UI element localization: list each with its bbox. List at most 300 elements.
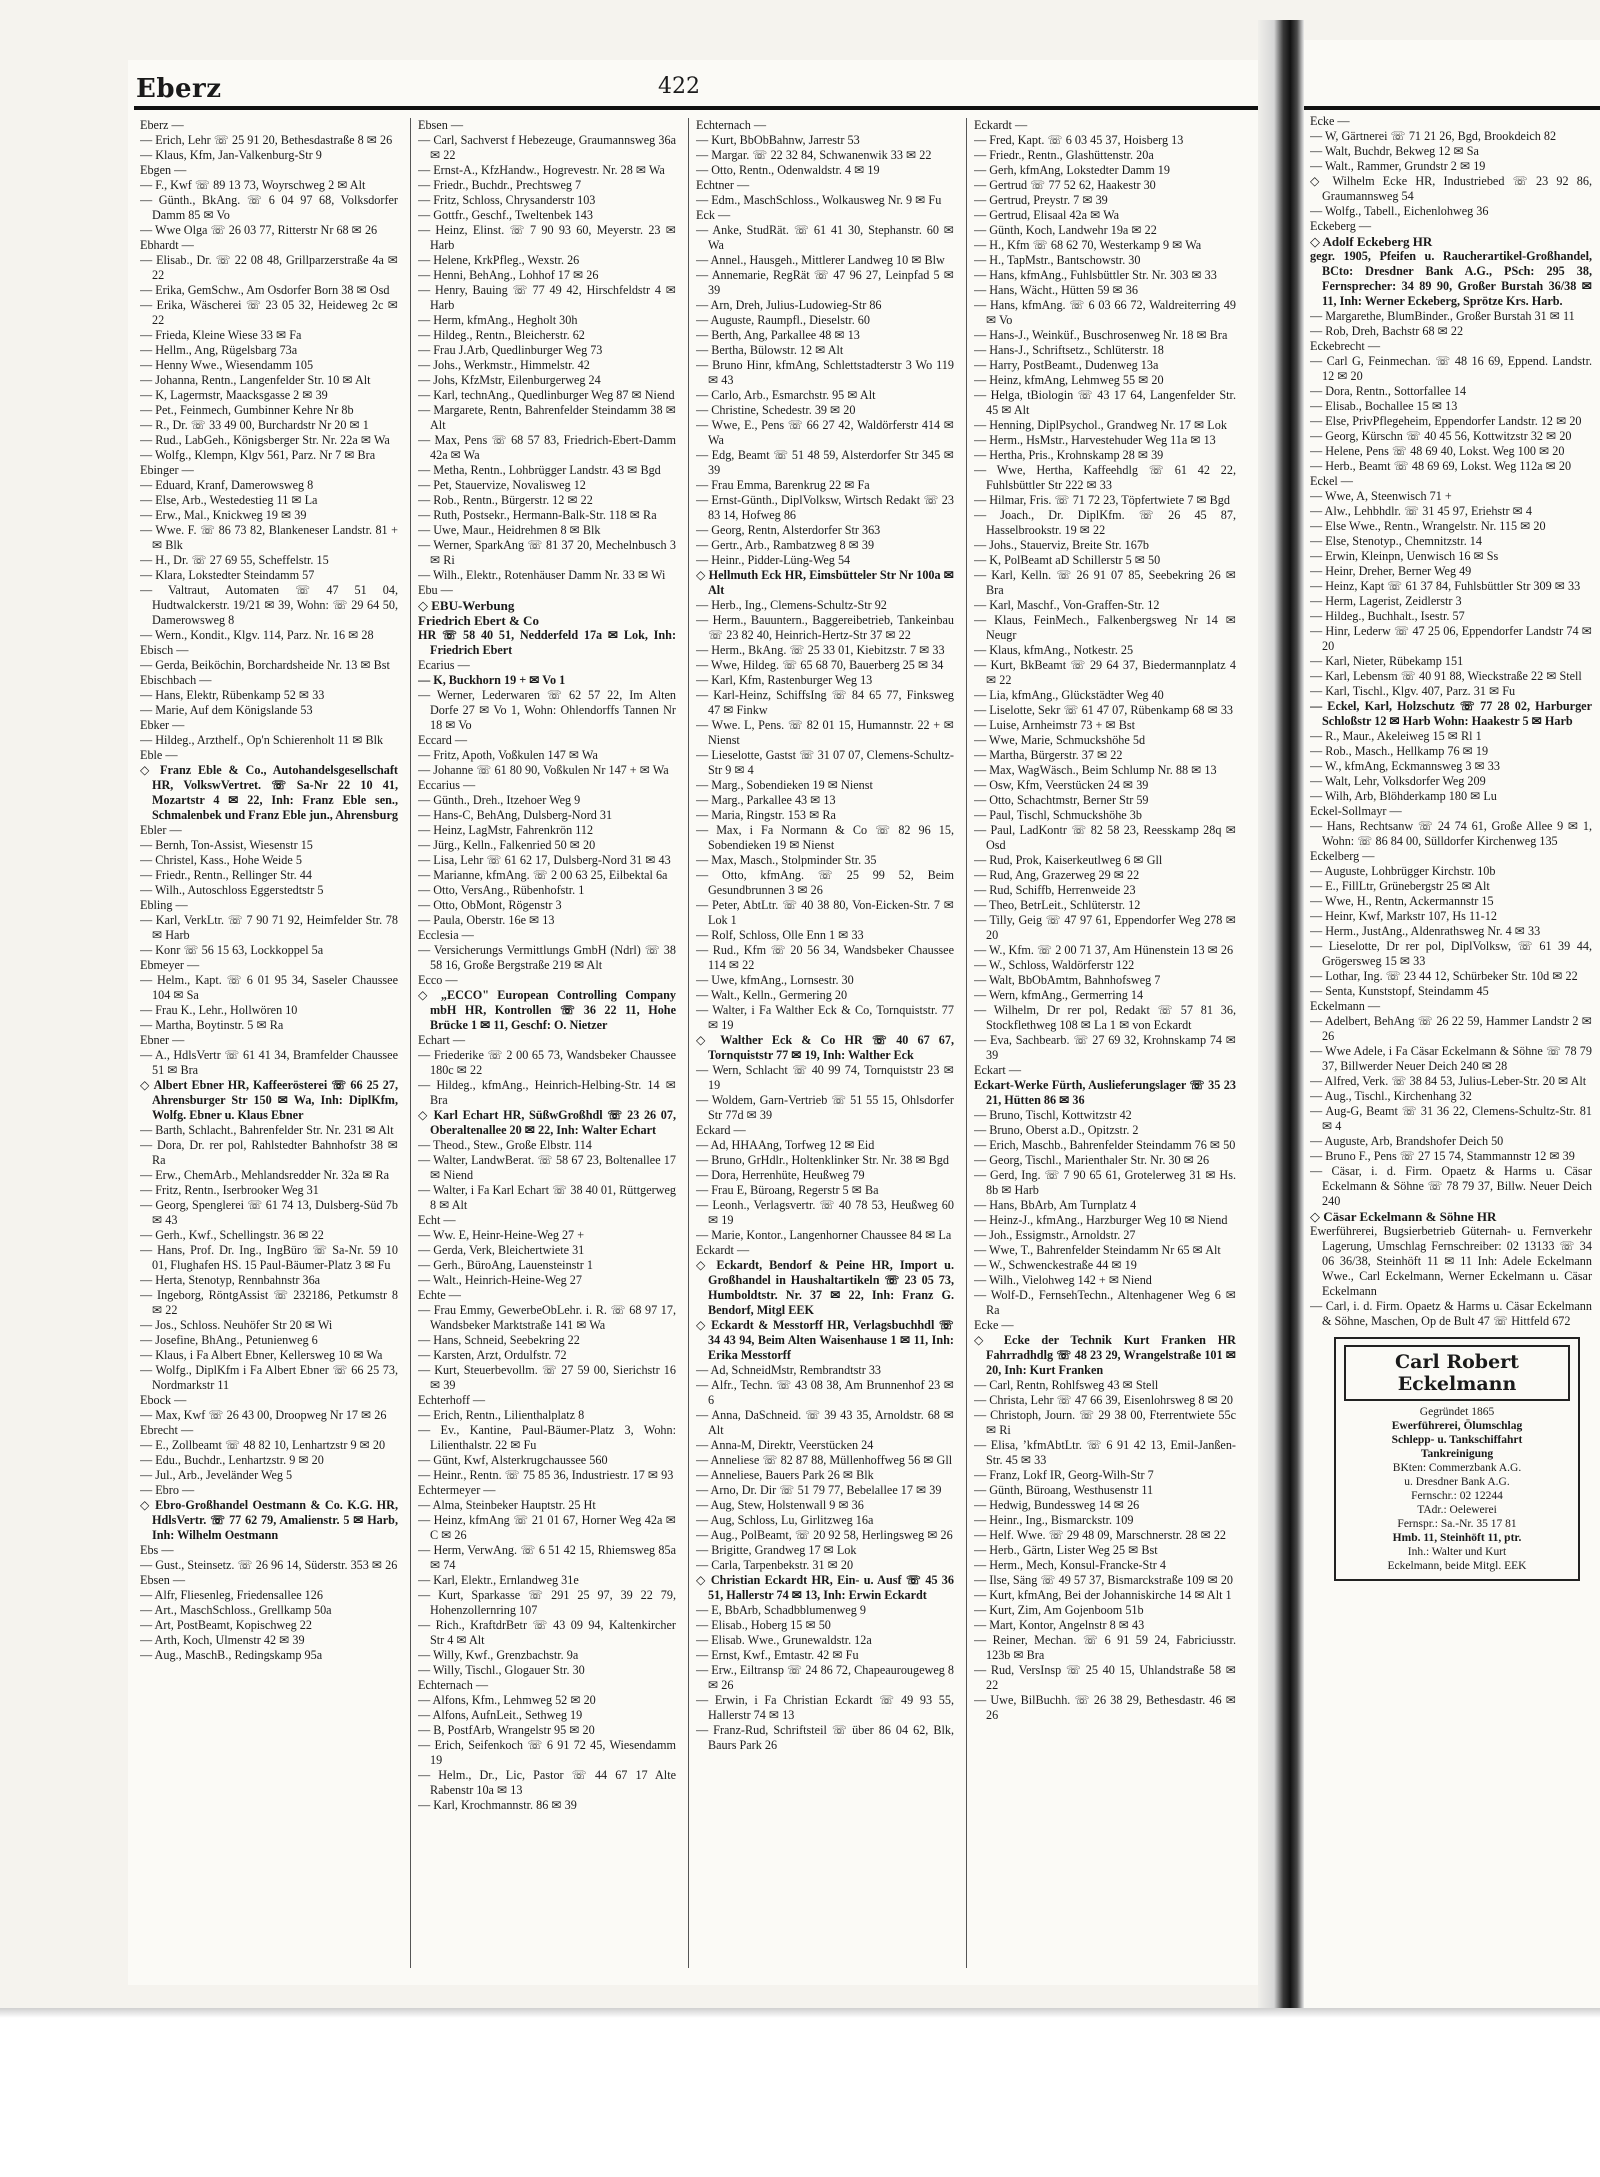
directory-entry: — Auguste, Raumpfl., Dieselstr. 60 — [696, 313, 870, 327]
directory-entry: — Ingeborg, RöntgAssist ☏ 232186, Petkumstr 8 ✉ 22 — [140, 1288, 398, 1317]
advertisement-title: Carl Robert Eckelmann — [1344, 1345, 1570, 1401]
directory-entry: — Anna, DaSchneid. ☏ 39 43 35, Arnoldstr. 68 ✉ Alt — [696, 1408, 954, 1437]
directory-entry: — Peter, AbtLtr. ☏ 40 38 80, Von-Eicken-Str. 7 ✉ Lok 1 — [696, 898, 954, 927]
directory-entry: — Edu., Buchdr., Lenhartzstr. 9 ✉ 20 — [140, 1453, 324, 1467]
directory-entry: — Gerda, Verk, Bleichertwiete 31 — [418, 1243, 585, 1257]
directory-entry: — Walt, Buchdr, Bekweg 12 ✉ Sa — [1310, 144, 1479, 158]
directory-entry: — Heinr., Ing., Bismarckstr. 109 — [974, 1513, 1134, 1527]
directory-entry: Ebisch — — [140, 643, 189, 657]
directory-entry: — Else, PrivPflegeheim, Eppendorfer Landstr. 12 ✉ 20 — [1310, 414, 1582, 428]
directory-entry: — Lisa, Lehr ☏ 61 62 17, Dulsberg-Nord 31 ✉ 43 — [418, 853, 671, 867]
directory-entry: — K, PolBeamt aD Schillerstr 5 ✉ 50 — [974, 553, 1161, 567]
directory-entry: — Willy, Tischl., Glogauer Str. 30 — [418, 1663, 585, 1677]
directory-entry: — Otto, Rentn., Odenwaldstr. 4 ✉ 19 — [696, 163, 880, 177]
directory-entry: — W., Schloss, Waldörferstr 122 — [974, 958, 1135, 972]
directory-entry: — Aug., Tischl., Kirchenhang 32 — [1310, 1089, 1472, 1103]
directory-entry: — Gerda, Beiköchin, Borchardsheide Nr. 13 ✉ Bst — [140, 658, 390, 672]
directory-entry: — Frau J.Arb, Quedlinburger Weg 73 — [418, 343, 603, 357]
advertisement-box — [1334, 1337, 1580, 1581]
directory-entry: — Elisab., Hoberg 15 ✉ 50 — [696, 1618, 831, 1632]
directory-entry: — Edg, Beamt ☏ 51 48 59, Alsterdorfer Str 345 ✉ 39 — [696, 448, 954, 477]
directory-entry: — Hans, Wächt., Hütten 59 ✉ 36 — [974, 283, 1138, 297]
right-page-fragment — [1304, 40, 1600, 2015]
directory-entry: — Erika, GemSchw., Am Osdorfer Born 38 ✉ Osd — [140, 283, 390, 297]
directory-entry: — Heinz, kfmAng ☏ 21 01 67, Horner Weg 42a ✉ C ✉ 26 — [418, 1513, 676, 1542]
directory-entry: — Konr ☏ 56 15 63, Lockkoppel 5a — [140, 943, 324, 957]
directory-entry: — Friedr., Rentn., Rellinger Str. 44 — [140, 868, 312, 882]
directory-entry: — Günth, Büroang, Westhusenstr 11 — [974, 1483, 1154, 1497]
directory-entry: Eccarius — — [418, 778, 476, 792]
directory-entry: ◇ Walther Eck & Co HR ☏ 40 67 67, Tornquiststr 77 ✉ 19, Inh: Walther Eck — [696, 1033, 954, 1062]
directory-entry: ◇ Wilhelm Ecke HR, Industriebed ☏ 23 92 86, Graumannsweg 54 — [1310, 174, 1592, 203]
directory-entry: — Karl-Heinz, SchiffsIng ☏ 84 65 77, Finksweg 47 ✉ Finkw — [696, 688, 954, 717]
directory-entry: ◇ „ECCO" European Controlling Company mbH HR, Kontrollen ☏ 36 22 11, Hohe Brücke 1 ✉ 11, Geschf: O. Nietzer — [418, 988, 676, 1032]
directory-entry: — Max, Masch., Stolpminder Str. 35 — [696, 853, 877, 867]
advertisement-line: Fernschr.: 02 12244 — [1411, 1490, 1503, 1502]
directory-entry: — Wwe Olga ☏ 26 03 77, Ritterstr Nr 68 ✉ 26 — [140, 223, 378, 237]
directory-entry: — Martha, Boytinstr. 5 ✉ Ra — [140, 1018, 284, 1032]
directory-entry: Ecke — — [974, 1318, 1014, 1332]
directory-entry: — Erw., Mal., Knickweg 19 ✉ 39 — [140, 508, 307, 522]
directory-entry: — Walt., Rammer, Grundstr 2 ✉ 19 — [1310, 159, 1486, 173]
directory-entry: — Alma, Steinbeker Hauptstr. 25 Ht — [418, 1498, 596, 1512]
directory-entry: Echterhoff — — [418, 1393, 486, 1407]
directory-entry: — Annel., Hausgeh., Mittlerer Landweg 10 ✉ Blw — [696, 253, 945, 267]
directory-entry: — H., TapMstr., Bantschowstr. 30 — [974, 253, 1141, 267]
directory-entry: — Hans, Rechtsanw ☏ 24 74 61, Große Allee 9 ✉ 1, Wohn: ☏ 86 84 00, Sülldorfer Kirchenweg 135 — [1310, 819, 1592, 848]
directory-entry: Ebrecht — — [140, 1423, 194, 1437]
directory-entry: — Klara, Lokstedter Steindamm 57 — [140, 568, 315, 582]
directory-entry: — Wilh., Vielohweg 142 + ✉ Niend — [974, 1273, 1152, 1287]
directory-entry: — E., FillLtr, Grünebergstr 25 ✉ Alt — [1310, 879, 1490, 893]
directory-entry: — Aug, Stew, Holstenwall 9 ✉ 36 — [696, 1498, 864, 1512]
directory-entry: — Wolfg., Klempn, Klgv 561, Parz. Nr 7 ✉ Bra — [140, 448, 376, 462]
directory-entry: — Wilh, Arb, Blöhderkamp 180 ✉ Lu — [1310, 789, 1497, 803]
directory-entry: — Erich, Lehr ☏ 25 91 20, Bethesdastraße 8 ✉ 26 — [140, 133, 393, 147]
directory-entry: — Gertrud, Preystr. 7 ✉ 39 — [974, 193, 1108, 207]
directory-entry: — Helm., Kapt. ☏ 6 01 95 34, Saseler Chaussee 104 ✉ Sa — [140, 973, 398, 1002]
advertisement-line: Hmb. 11, Steinhöft 11, ptr. — [1392, 1532, 1522, 1544]
directory-entry: — Maria, Ringstr. 153 ✉ Ra — [696, 808, 836, 822]
directory-entry: — Elisab., Dr. ☏ 22 08 48, Grillparzerstraße 4a ✉ 22 — [140, 253, 398, 282]
directory-entry: — Bruno, Tischl, Kottwitzstr 42 — [974, 1108, 1132, 1122]
directory-entry: — Friedr., Buchdr., Prechtsweg 7 — [418, 178, 582, 192]
directory-entry: — Gertrud ☏ 77 52 62, Haakestr 30 — [974, 178, 1156, 192]
directory-entry: — Johs, KfzMstr, Eilenburgerweg 24 — [418, 373, 601, 387]
directory-entry: — Günth., Dreh., Itzehoer Weg 9 — [418, 793, 581, 807]
directory-entry: HR ☏ 58 40 51, Nedderfeld 17a ✉ Lok, Inh: Friedrich Ebert — [418, 628, 676, 657]
directory-entry: — Heinz-J., kfmAng., Harzburger Weg 10 ✉ Niend — [974, 1213, 1228, 1227]
directory-entry: — K, Buckhorn 19 + ✉ Vo 1 — [418, 673, 566, 687]
directory-entry: — Elisab., Bochallee 15 ✉ 13 — [1310, 399, 1458, 413]
directory-entry: — Günth., BkAng. ☏ 6 04 97 68, Volksdorfer Damm 85 ✉ Vo — [140, 193, 398, 222]
directory-entry: — Georg, Tischl., Marienthaler Str. Nr. 30 ✉ 26 — [974, 1153, 1210, 1167]
directory-entry: — Gertrud, Elisaal 42a ✉ Wa — [974, 208, 1120, 222]
directory-entry: — Kurt, Zim, Am Gojenboom 51b — [974, 1603, 1144, 1617]
directory-entry: Eckardt — — [696, 1243, 750, 1257]
directory-entry: — Johs., Werkmstr., Himmelstr. 42 — [418, 358, 590, 372]
directory-entry: — Herm., HsMstr., Harvestehuder Weg 11a ✉ 13 — [974, 433, 1216, 447]
directory-entry: — Martha, Bürgerstr. 37 ✉ 22 — [974, 748, 1123, 762]
directory-entry: — Theo, BetrLeit., Schlüterstr. 12 — [974, 898, 1141, 912]
directory-entry: — Erika, Wäscherei ☏ 23 05 32, Heideweg 2c ✉ 22 — [140, 298, 398, 327]
directory-entry: Eckart-Werke Fürth, Auslieferungslager ☏ 35 23 21, Hütten 86 ✉ 36 — [974, 1078, 1236, 1107]
directory-entry: — Wolfg., DiplKfm i Fa Albert Ebner ☏ 66 25 73, Nordmarkstr 11 — [140, 1363, 398, 1392]
directory-entry: — Günth, Koch, Landwehr 19a ✉ 22 — [974, 223, 1157, 237]
directory-entry: — Osw, Kfm, Veerstücken 24 ✉ 39 — [974, 778, 1149, 792]
directory-entry: — Metha, Rentn., Lohbrügger Landstr. 43 ✉ Bgd — [418, 463, 661, 477]
directory-entry: — Max, WagWäsch., Beim Schlump Nr. 88 ✉ 13 — [974, 763, 1217, 777]
directory-entry: — H., Kfm ☏ 68 62 70, Westerkamp 9 ✉ Wa — [974, 238, 1202, 252]
advertisement-line: Schlepp- u. Tankschiffahrt — [1391, 1434, 1523, 1446]
directory-entry: — Dora, Herrenhüte, Heußweg 79 — [696, 1168, 865, 1182]
directory-entry: — Franz, Lokf IR, Georg-Wilh-Str 7 — [974, 1468, 1154, 1482]
directory-entry: — Pet., Feinmech, Gumbinner Kehre Nr 8b — [140, 403, 354, 417]
directory-entry: — Christine, Schedestr. 39 ✉ 20 — [696, 403, 856, 417]
directory-entry: — Henning, DiplPsychol., Grandweg Nr. 17 ✉ Lok — [974, 418, 1227, 432]
advertisement-line: TAdr.: Oelewerei — [1417, 1504, 1497, 1516]
directory-column-2 — [418, 118, 676, 1978]
directory-entry: — Herb., Gärtn, Lister Weg 25 ✉ Bst — [974, 1543, 1158, 1557]
directory-entry: — W., kfmAng, Eckmannsweg 3 ✉ 33 — [1310, 759, 1500, 773]
advertisement-line: Eckelmann, beide Mitgl. EEK — [1387, 1560, 1527, 1572]
directory-entry: — E., Zollbeamt ☏ 48 82 10, Lenhartzstr 9 ✉ 20 — [140, 1438, 386, 1452]
directory-entry: ◇ Cäsar Eckelmann & Söhne HR — [1310, 1209, 1497, 1224]
directory-entry: — Lieselotte, Gastst ☏ 31 07 07, Clemens-Schultz-Str 9 ✉ 4 — [696, 748, 954, 777]
directory-entry: — Gerd, Ing. ☏ 7 90 65 61, Grotelerweg 31 ✉ Hs. 8b ✉ Harb — [974, 1168, 1236, 1197]
directory-entry: — Marg., Parkallee 43 ✉ 13 — [696, 793, 836, 807]
directory-entry: Ebsen — — [418, 118, 464, 132]
directory-entry: — Tilly, Geig ☏ 47 97 61, Eppendorfer Weg 278 ✉ 20 — [974, 913, 1236, 942]
left-page — [128, 60, 1258, 1985]
directory-entry: — Herb., Beamt ☏ 48 69 69, Lokst. Weg 112a ✉ 20 — [1310, 459, 1572, 473]
directory-entry: — Werner, SparkAng ☏ 81 37 20, Mechelnbusch 3 ✉ Ri — [418, 538, 676, 567]
directory-entry: — Hans, Elektr, Rübenkamp 52 ✉ 33 — [140, 688, 325, 702]
directory-entry: — B, PostfArb, Wrangelstr 95 ✉ 20 — [418, 1723, 595, 1737]
directory-entry: — Auguste, Arb, Brandshofer Deich 50 — [1310, 1134, 1504, 1148]
directory-entry: — Ilse, Säng ☏ 49 57 37, Bismarckstraße 109 ✉ 20 — [974, 1573, 1234, 1587]
directory-entry: Ebs — — [140, 1543, 174, 1557]
directory-entry: — Jürg., Kelln., Falkenried 50 ✉ 20 — [418, 838, 596, 852]
directory-entry: — Otto, ObMont, Rögenstr 3 — [418, 898, 562, 912]
directory-entry: — Helf. Wwe. ☏ 29 48 09, Marschnerstr. 28 ✉ 22 — [974, 1528, 1227, 1542]
directory-entry: — Brigitte, Grandweg 17 ✉ Lok — [696, 1543, 857, 1557]
directory-entry: — Werner, Lederwaren ☏ 62 57 22, Im Alten Dorfe 27 ✉ Vo 1, Wohn: Ohlendorffs Tannen Nr 18 ✉ Vo — [418, 688, 676, 732]
directory-entry: — Erich, Rentn., Lilienthalplatz 8 — [418, 1408, 585, 1422]
column-divider — [410, 118, 411, 1968]
directory-entry: — Karl, Elektr., Ernlandweg 31e — [418, 1573, 579, 1587]
directory-entry: — Bruno Hinr, kfmAng, Schlettstadterstr 3 Wo 119 ✉ 43 — [696, 358, 954, 387]
directory-entry: — Frau Emma, Barenkrug 22 ✉ Fa — [696, 478, 870, 492]
directory-entry: — Pet, Stauervize, Novalisweg 12 — [418, 478, 586, 492]
directory-entry: — Alfr, Fliesenleg, Friedensallee 126 — [140, 1588, 323, 1602]
directory-entry: ◇ Ebro-Großhandel Oestmann & Co. K.G. HR, HdlsVertr. ☏ 77 62 79, Amalienstr. 5 ✉ Harb, Inh: Wilhelm Oestmann — [140, 1498, 398, 1542]
directory-entry: — Hans-J., Schriftsetz., Schlüterstr. 18 — [974, 343, 1164, 357]
directory-entry: — Marie, Kontor., Langenhorner Chaussee 84 ✉ La — [696, 1228, 952, 1242]
directory-entry: ◇ EBU-Werbung — [418, 598, 515, 613]
directory-entry: Ecclesia — — [418, 928, 474, 942]
directory-entry: — Leonh., Verlagsvertr. ☏ 40 78 53, Heußweg 60 ✉ 19 — [696, 1198, 954, 1227]
directory-entry: ◇ Eckardt, Bendorf & Peine HR, Import u. Großhandel in Haushaltartikeln ☏ 23 05 73, Humboldtstr. Nr. 37 ✉ 22, Inh: Franz G. Bendorf, Mitgl EEK — [696, 1258, 954, 1317]
directory-entry: — Rud, Ang, Grazerweg 29 ✉ 22 — [974, 868, 1140, 882]
directory-entry: — F., Kwf ☏ 89 13 73, Woyrschweg 2 ✉ Alt — [140, 178, 366, 192]
directory-entry: — Herm, Lagerist, Zeidlerstr 3 — [1310, 594, 1462, 608]
directory-entry: — Paula, Oberstr. 16e ✉ 13 — [418, 913, 555, 927]
directory-entry: — Rolf, Schloss, Olle Enn 1 ✉ 33 — [696, 928, 864, 942]
directory-entry: — Wwe, T., Bahrenfelder Steindamm Nr 65 ✉ Alt — [974, 1243, 1221, 1257]
right-page-column — [1310, 114, 1592, 1994]
directory-entry: Ebock — — [140, 1393, 187, 1407]
directory-entry: — Rob., Rentn., Bürgerstr. 12 ✉ 22 — [418, 493, 593, 507]
directory-entry: — Alfr., Techn. ☏ 43 08 38, Am Brunnenhof 23 ✉ 6 — [696, 1378, 954, 1407]
directory-entry: — Arth, Koch, Ulmenstr 42 ✉ 39 — [140, 1633, 305, 1647]
directory-entry: — Bruno, GrHdlr., Holtenklinker Str. Nr. 38 ✉ Bgd — [696, 1153, 949, 1167]
right-header-rule — [1304, 106, 1600, 110]
directory-entry: — Woldem, Garn-Vertrieb ☏ 51 55 15, Ohlsdorfer Str 77d ✉ 39 — [696, 1093, 954, 1122]
directory-entry: — Edm., MaschSchloss., Wolkausweg Nr. 9 ✉ Fu — [696, 193, 942, 207]
directory-entry: — Rud., Kfm ☏ 20 56 34, Wandsbeker Chaussee 114 ✉ 22 — [696, 943, 954, 972]
directory-entry: — Erw., ChemArb., Mehlandsredder Nr. 32a ✉ Ra — [140, 1168, 390, 1182]
directory-entry: — Otto, Schachtmstr, Berner Str 59 — [974, 793, 1149, 807]
directory-entry: — Heinr., Pidder-Lüng-Weg 54 — [696, 553, 851, 567]
directory-entry: Eckel-Sollmayr — — [1310, 804, 1402, 818]
directory-entry: — Adelbert, BehAng ☏ 26 22 59, Hammer Landstr 2 ✉ 26 — [1310, 1014, 1592, 1043]
directory-entry: ◇ Karl Echart HR, SüßwGroßhdl ☏ 23 26 07, Oberaltenallee 20 ✉ 22, Inh: Walter Echart — [418, 1108, 676, 1137]
directory-entry: — Uwe, kfmAng., Lornsestr. 30 — [696, 973, 854, 987]
directory-entry: — Georg, Spenglerei ☏ 61 74 13, Dulsberg-Süd 7b ✉ 43 — [140, 1198, 398, 1227]
directory-entry: — Alfons, Kfm., Lehmweg 52 ✉ 20 — [418, 1693, 596, 1707]
directory-entry: — Helga, tBiologin ☏ 43 17 64, Langenfelder Str. 45 ✉ Alt — [974, 388, 1236, 417]
directory-entry: — Max, Kwf ☏ 26 43 00, Droopweg Nr 17 ✉ 26 — [140, 1408, 387, 1422]
directory-entry: — Rud, Schiffb, Herrenweide 23 — [974, 883, 1136, 897]
directory-entry: — Anna-M, Direktr, Veerstücken 24 — [696, 1438, 874, 1452]
directory-entry: — Wwe, Marie, Schmuckshöhe 5d — [974, 733, 1146, 747]
directory-entry: — Joh., Essigmstr., Arnoldstr. 27 — [974, 1228, 1136, 1242]
directory-entry: — Art, PostBeamt, Kopischweg 22 — [140, 1618, 312, 1632]
directory-entry: — Ernst, Kwf., Emtastr. 42 ✉ Fu — [696, 1648, 859, 1662]
directory-entry: — Dora, Rentn., Sottorfallee 14 — [1310, 384, 1467, 398]
directory-entry: — Harry, PostBeamt., Dudenweg 13a — [974, 358, 1159, 372]
directory-entry: — Carl, Sachverst f Hebezeuge, Graumannsweg 36a ✉ 22 — [418, 133, 676, 162]
directory-entry: — Gertr., Arb., Rambatzweg 8 ✉ 39 — [696, 538, 875, 552]
directory-entry: — Lieselotte, Dr rer pol, DiplVolksw, ☏ 61 39 44, Grögersweg 15 ✉ 33 — [1310, 939, 1592, 968]
directory-entry: — Berth, Ang, Parkallee 48 ✉ 13 — [696, 328, 860, 342]
directory-entry: — Heinr, Kwf, Markstr 107, Hs 11-12 — [1310, 909, 1497, 923]
directory-entry: — Gerh, kfmAng, Lokstedter Damm 19 — [974, 163, 1170, 177]
advertisement-line: Ewerführerei, Ölumschlag — [1391, 1420, 1523, 1432]
directory-entry: — Karl, Krochmannstr. 86 ✉ 39 — [418, 1798, 577, 1812]
directory-entry: — Christoph, Journ. ☏ 29 38 00, Fterrentwiete 55c ✉ Ri — [974, 1408, 1236, 1437]
directory-entry: — Friederike ☏ 2 00 65 73, Wandsbeker Chaussee 180c ✉ 22 — [418, 1048, 676, 1077]
directory-entry: ◇ Christian Eckardt HR, Ein- u. Ausf ☏ 45 36 51, Hallerstr 74 ✉ 13, Inh: Erwin Eckardt — [696, 1573, 954, 1602]
directory-entry: — Else, Arb., Westedestieg 11 ✉ La — [140, 493, 318, 507]
directory-entry: — Ad, SchneidMstr, Rembrandtstr 33 — [696, 1363, 882, 1377]
page-number: 422 — [658, 74, 700, 99]
advertisement-line: Fernspr.: Sa.-Nr. 35 17 81 — [1397, 1518, 1517, 1530]
directory-entry: — Karl, VerkLtr. ☏ 7 90 71 92, Heimfelder Str. 78 ✉ Harb — [140, 913, 398, 942]
directory-entry: — Gust., Steinsetz. ☏ 26 96 14, Süderstr. 353 ✉ 26 — [140, 1558, 398, 1572]
directory-entry: Eble — — [140, 748, 178, 762]
directory-entry: — Anke, StudRät. ☏ 61 41 30, Stephanstr. 60 ✉ Wa — [696, 223, 954, 252]
directory-entry: — Heinr., Rentn. ☏ 75 85 36, Industriestr. 17 ✉ 93 — [418, 1468, 674, 1482]
directory-entry: — Christa, Lehr ☏ 47 66 39, Eisenlohrsweg 8 ✉ 20 — [974, 1393, 1234, 1407]
directory-entry: — Hilmar, Fris. ☏ 71 72 23, Töpfertwiete 7 ✉ Bgd — [974, 493, 1230, 507]
directory-entry: — Wwe, Hildeg. ☏ 65 68 70, Bauerberg 25 ✉ 34 — [696, 658, 944, 672]
directory-entry: — Frau E, Büroang, Regerstr 5 ✉ Ba — [696, 1183, 879, 1197]
directory-entry: — Ebro — — [140, 1483, 195, 1497]
directory-entry: — Elisab. Wwe., Grunewaldstr. 12a — [696, 1633, 872, 1647]
directory-entry: — Heinz, Elinst. ☏ 7 90 93 60, Meyerstr. 23 ✉ Harb — [418, 223, 676, 252]
directory-entry: — Aug, Schloss, Lu, Girlitzweg 16a — [696, 1513, 874, 1527]
directory-entry: — Günt, Kwf, Alsterkrugchaussee 560 — [418, 1453, 608, 1467]
directory-entry: — Walt., Heinrich-Heine-Weg 27 — [418, 1273, 582, 1287]
directory-entry: — Wilh., Elektr., Rotenhäuser Damm Nr. 33 ✉ Wi — [418, 568, 666, 582]
directory-entry: Ebker — — [140, 718, 185, 732]
directory-entry: — Herm, kfmAng., Hegholt 30h — [418, 313, 578, 327]
directory-entry: — Barth, Schlacht., Bahrenfelder Str. Nr. 231 ✉ Alt — [140, 1123, 394, 1137]
directory-entry: — Fritz, Rentn., Iserbrooker Weg 31 — [140, 1183, 319, 1197]
directory-entry: — Walter, i Fa Karl Echart ☏ 38 40 01, Rüttgerweg 8 ✉ Alt — [418, 1183, 676, 1212]
directory-entry: — Marianne, kfmAng. ☏ 2 00 63 25, Eilbektal 6a — [418, 868, 668, 882]
directory-entry: — Klaus, kfmAng., Notkestr. 25 — [974, 643, 1134, 657]
directory-entry: — Rud, Prok, Kaiserkeutlweg 6 ✉ Gll — [974, 853, 1163, 867]
directory-entry: — Klaus, Kfm, Jan-Valkenburg-Str 9 — [140, 148, 322, 162]
directory-entry: — Johanne ☏ 61 80 90, Voßkulen Nr 147 + ✉ Wa — [418, 763, 669, 777]
directory-entry: — Henry, Bauing ☏ 77 49 42, Hirschfeldstr 4 ✉ Harb — [418, 283, 676, 312]
directory-entry: — Carl G, Feinmechan. ☏ 48 16 69, Eppend. Landstr. 12 ✉ 20 — [1310, 354, 1592, 383]
directory-entry: — Kurt, Sparkasse ☏ 291 25 97, 39 22 79, Hohenzollernring 107 — [418, 1588, 676, 1617]
directory-entry: — Uwe, BilBuchh. ☏ 26 38 29, Bethesdastr. 46 ✉ 26 — [974, 1693, 1236, 1722]
directory-entry: — Heinz, LagMstr, Fahrenkrön 112 — [418, 823, 594, 837]
directory-entry: Echte — — [418, 1288, 461, 1302]
directory-entry: — Friedr., Rentn., Glashüttenstr. 20a — [974, 148, 1154, 162]
directory-entry: — Erich, Seifenkoch ☏ 6 91 72 45, Wiesendamm 19 — [418, 1738, 676, 1767]
directory-entry: — Frau Emmy, GewerbeObLehr. i. R. ☏ 68 97 17, Wandsbeker Marktstraße 141 ✉ Wa — [418, 1303, 676, 1332]
directory-entry: — Else, Stenotyp., Chemnitzstr. 14 — [1310, 534, 1482, 548]
directory-entry: — Wwe, Hertha, Kaffeehdlg ☏ 61 42 22, Fuhlsbüttler Str 222 ✉ 33 — [974, 463, 1236, 492]
directory-entry: — Johs., Stauerviz, Breite Str. 167b — [974, 538, 1150, 552]
directory-entry: — Aug., MaschB., Redingskamp 95a — [140, 1648, 323, 1662]
directory-entry: — Bertha, Bülowstr. 12 ✉ Alt — [696, 343, 844, 357]
directory-entry: — Wwe, A, Steenwisch 71 + — [1310, 489, 1452, 503]
directory-entry: Echart — — [418, 1033, 466, 1047]
directory-entry: — Georg, Rentn, Alsterdorfer Str 363 — [696, 523, 881, 537]
right-page-entries — [1310, 114, 1592, 1329]
directory-entry: — Walter, LandwBerat. ☏ 58 67 23, Boltenallee 17 ✉ Niend — [418, 1153, 676, 1182]
directory-entry: — Heinr, Dreher, Berner Weg 49 — [1310, 564, 1472, 578]
directory-entry: — Ev., Kantine, Paul-Bäumer-Platz 3, Wohn: Lilienthalstr. 22 ✉ Fu — [418, 1423, 676, 1452]
advertisement-line: Tankreinigung — [1420, 1448, 1494, 1460]
directory-entry: — Auguste, Lohbrügger Kirchstr. 10b — [1310, 864, 1496, 878]
directory-entry: — W, Gärtnerei ☏ 71 21 26, Bgd, Brookdeich 82 — [1310, 129, 1557, 143]
running-head — [128, 68, 1258, 102]
directory-entry: — Herta, Stenotyp, Rennbahnstr 36a — [140, 1273, 321, 1287]
directory-entry: — Anneliese, Bauers Park 26 ✉ Blk — [696, 1468, 874, 1482]
directory-entry: — Bruno F., Pens ☏ 27 15 74, Stammannstr 12 ✉ 39 — [1310, 1149, 1575, 1163]
directory-entry: — Rud, VersInsp ☏ 25 40 15, Uhlandstraße 58 ✉ 22 — [974, 1663, 1236, 1692]
directory-entry: Ecarius — — [418, 658, 470, 672]
directory-entry: — Wwe, E., Pens ☏ 66 27 42, Waldörferstr 414 ✉ Wa — [696, 418, 954, 447]
directory-entry: — Rob, Dreh, Bachstr 68 ✉ 22 — [1310, 324, 1464, 338]
directory-entry: — Annemarie, RegRät ☏ 47 96 27, Leinpfad 5 ✉ 39 — [696, 268, 954, 297]
directory-entry: — Erw., Eiltransp ☏ 24 86 72, Chapeaurougeweg 8 ✉ 26 — [696, 1663, 954, 1692]
directory-entry: — Herm, VerwAng. ☏ 6 51 42 15, Rhiemsweg 85a ✉ 74 — [418, 1543, 676, 1572]
directory-entry: — Hinr, Lederw ☏ 47 25 06, Eppendorfer Landstr 74 ✉ 20 — [1310, 624, 1592, 653]
directory-entry: Eckelmann — — [1310, 999, 1381, 1013]
directory-entry: Eckardt — — [974, 118, 1028, 132]
directory-entry: — Walt, BbObAmtm, Bahnhofsweg 7 — [974, 973, 1161, 987]
directory-entry: — Paul, Tischl, Schmuckshöhe 3b — [974, 808, 1142, 822]
directory-entry: — Carl, Rentn, Rohlfsweg 43 ✉ Stell — [974, 1378, 1159, 1392]
directory-entry: — Eva, Sachbearb. ☏ 27 69 32, Krohnskamp 74 ✉ 39 — [974, 1033, 1236, 1062]
directory-entry: — Max, Pens ☏ 68 57 83, Friedrich-Ebert-Damm 42a ✉ Wa — [418, 433, 676, 462]
directory-entry: — Fred, Kapt. ☏ 6 03 45 37, Hoisberg 13 — [974, 133, 1184, 147]
advertisement-line: Inh.: Walter und Kurt — [1407, 1546, 1507, 1558]
directory-entry: — Frau K., Lehr., Hollwören 10 — [140, 1003, 298, 1017]
directory-entry: — Margarethe, BlumBinder., Großer Burstah 31 ✉ 11 — [1310, 309, 1575, 323]
directory-entry: Eckeberg — — [1310, 219, 1372, 233]
directory-entry: — Hans, kfmAng. ☏ 6 03 66 72, Waldreiterring 49 ✉ Vo — [974, 298, 1236, 327]
directory-entry: — Walt., Kelln., Germering 20 — [696, 988, 848, 1002]
directory-entry: — Senta, Kunststopf, Steindamm 45 — [1310, 984, 1489, 998]
directory-entry: — Kurt, kfmAng, Bei der Johanniskirche 14 ✉ Alt 1 — [974, 1588, 1232, 1602]
directory-entry: ◇ Albert Ebner HR, Kaffeerösterei ☏ 66 25 27, Ahrensburger Str 150 ✉ Wa, Inh: DiplKfm, Wolfg. Ebner u. Klaus Ebner — [140, 1078, 398, 1122]
directory-entry: — Karsten, Arzt, Ordulfstr. 72 — [418, 1348, 567, 1362]
directory-entry: — E, BbArb, Schadbblumenweg 9 — [696, 1603, 866, 1617]
directory-entry: Ebner — — [140, 1033, 185, 1047]
directory-entry: — R., Dr. ☏ 33 49 00, Burchardstr Nr 20 ✉ 1 — [140, 418, 369, 432]
advertisement-lines — [1344, 1405, 1570, 1573]
directory-entry: — Uwe, Maur., Heidrehmen 8 ✉ Blk — [418, 523, 601, 537]
directory-entry: — Heinz, kfmAng, Lehmweg 55 ✉ 20 — [974, 373, 1164, 387]
directory-entry: — Helm., Dr., Lic, Pastor ☏ 44 67 17 Alte Rabenstr 10a ✉ 13 — [418, 1768, 676, 1797]
directory-entry: — Karl, Nieter, Rübekamp 151 — [1310, 654, 1464, 668]
directory-entry: ◇ Ecke der Technik Kurt Franken HR Fahrradhdlg ☏ 48 23 29, Wrangelstraße 101 ✉ 20, Inh: Kurt Franken — [974, 1333, 1236, 1377]
directory-entry: — Luise, Arnheimstr 73 + ✉ Bst — [974, 718, 1135, 732]
directory-entry: — Otto, kfmAng. ☏ 25 99 52, Beim Gesundbrunnen 3 ✉ 26 — [696, 868, 954, 897]
directory-entry: — Henni, BehAng., Lohhof 17 ✉ 26 — [418, 268, 599, 282]
book-gutter — [1258, 20, 1304, 2010]
directory-entry: — Paul, LadKontr ☏ 82 58 23, Reesskamp 28q ✉ Osd — [974, 823, 1236, 852]
directory-entry: — Hildeg., Buchhalt., Isestr. 57 — [1310, 609, 1465, 623]
directory-entry: — Jul., Arb., Jeveländer Weg 5 — [140, 1468, 293, 1482]
directory-entry: — Wilh., Autoschloss Eggerstedtstr 5 — [140, 883, 324, 897]
directory-entry: — Ad, HHAAng, Torfweg 12 ✉ Eid — [696, 1138, 875, 1152]
directory-entry: — K, Lagermstr, Maacksgasse 2 ✉ 39 — [140, 388, 328, 402]
directory-entry: Eckebrecht — — [1310, 339, 1381, 353]
directory-entry: — Marg., Sobendieken 19 ✉ Nienst — [696, 778, 873, 792]
directory-entry: — Liselotte, Sekr ☏ 61 47 07, Rübenkamp 68 ✉ 33 — [974, 703, 1234, 717]
directory-entry: — Henny Wwe., Wiesendamm 105 — [140, 358, 314, 372]
directory-entry: — Carl, i. d. Firm. Opaetz & Harms u. Cäsar Eckelmann & Söhne, Maschen, Op de Bult 47 ☏ Hittfeld 672 — [1310, 1299, 1592, 1328]
directory-entry: — Carla, Tarpenbekstr. 31 ✉ 20 — [696, 1558, 854, 1572]
directory-entry: Ebmeyer — — [140, 958, 200, 972]
directory-entry: — Lothar, Ing. ☏ 23 44 12, Schürbeker Str. 10d ✉ 22 — [1310, 969, 1578, 983]
directory-entry: — Erwin, Kleinpn, Uenwisch 16 ✉ Ss — [1310, 549, 1499, 563]
header-rule — [134, 106, 1258, 110]
directory-entry: — Wern, Schlacht ☏ 40 99 74, Tornquiststr 23 ✉ 19 — [696, 1063, 954, 1092]
directory-entry: — Wwe. L, Pens. ☏ 82 01 15, Humannstr. 22 + ✉ Nienst — [696, 718, 954, 747]
directory-entry: — Karl, Tischl., Klgv. 407, Parz. 31 ✉ Fu — [1310, 684, 1516, 698]
directory-entry: — Bruno, Oberst a.D., Opitzstr. 2 — [974, 1123, 1139, 1137]
directory-entry: — Erich, Maschb., Bahrenfelder Steindamm 76 ✉ 50 — [974, 1138, 1236, 1152]
directory-entry: — Helene, KrkPfleg., Wexstr. 26 — [418, 253, 580, 267]
directory-entry: Ebling — — [140, 898, 188, 912]
directory-entry: — Fritz, Schloss, Chrysanderstr 103 — [418, 193, 596, 207]
directory-entry: — Klaus, FeinMech., Falkenbergsweg Nr 14 ✉ Neugr — [974, 613, 1236, 642]
directory-entry: — Hildeg., Arzthelf., Op'n Schierenholt 11 ✉ Blk — [140, 733, 384, 747]
directory-entry: — Fritz, Apoth, Voßkulen 147 ✉ Wa — [418, 748, 598, 762]
